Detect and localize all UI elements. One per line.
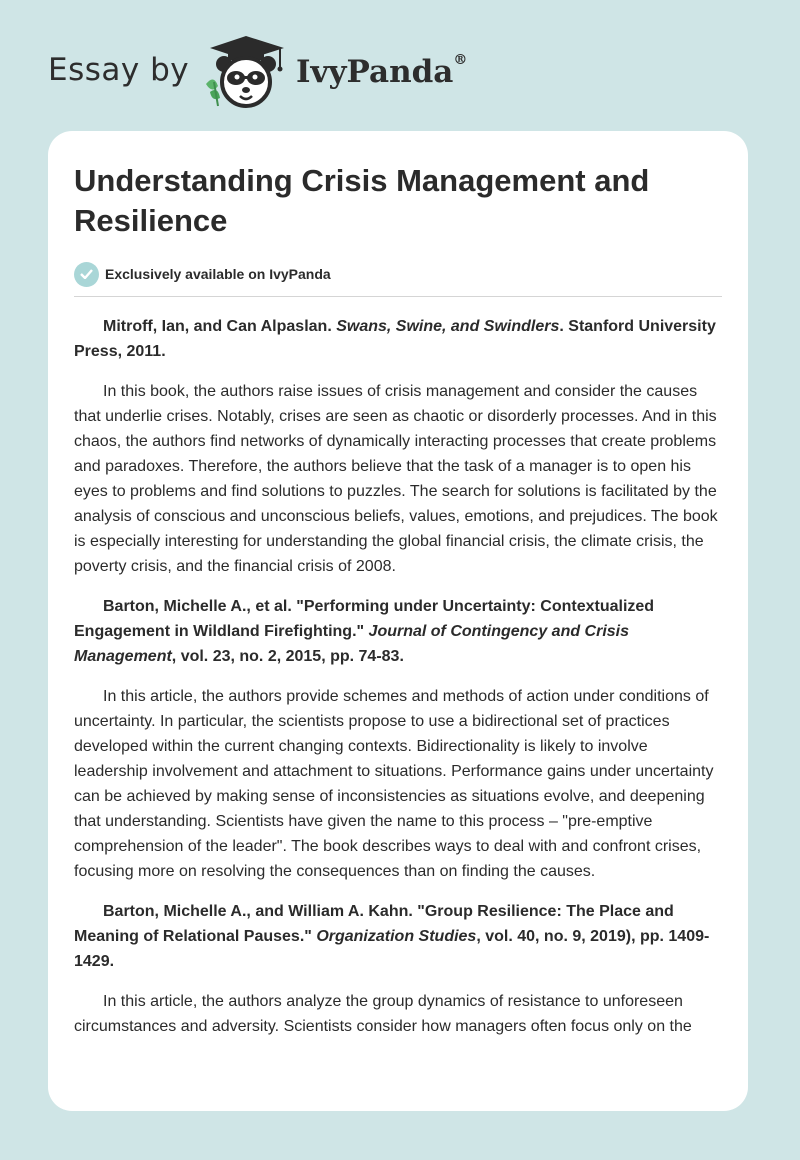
citation-2: Barton, Michelle A., et al. "Performing under Uncertainty: Contextualized Engagement in Wildland Firefighting." Journal of Contingency and Crisis Management, vol. 23, no. 2, 2015, pp. 74-83. (74, 598, 655, 665)
citation-1: Mitroff, Ian, and Can Alpaslan. Swans, Swine, and Swindlers. Stanford University Press, 2011. (74, 318, 716, 360)
essay-card (48, 131, 748, 1111)
check-circle-icon (74, 262, 99, 287)
title-divider (74, 296, 722, 297)
summary-2: In this article, the authors provide schemes and methods of action under conditions of uncertainty. In particular, the scientists propose to use a bidirectional set of practices developed within the current changing contexts. Bidirectionality is likely to involve leadership involvement and attachment to situations. Performance gains under uncertainty can be achieved by making sense of inconsistencies as situations evolve, and deepening that understanding. Scientists have given the name to this process – "pre-emptive comprehension of the leader". The book describes ways to deal with and confront crises, focusing more on resolving the consequences than on finding the causes. (74, 688, 714, 880)
exclusive-badge (74, 261, 722, 287)
citation-3: Barton, Michelle A., and William A. Kahn. "Group Resilience: The Place and Meaning of Relational Pauses." Organization Studies, vol. 40, no. 9, 2019), pp. 1409-1429. (74, 903, 710, 970)
exclusive-badge-label: Exclusively available on IvyPanda (105, 266, 331, 282)
brand-name[interactable]: IvyPanda® (296, 52, 468, 90)
summary-1: In this book, the authors raise issues of crisis management and consider the causes that underlie crises. Notably, crises are seen as chaotic or disorderly processes. And in this chaos, the authors find networks of dynamically interacting processes that create problems and paradoxes. Therefore, the authors believe that the task of a manager is to open his eyes to problems and find solutions to puzzles. The search for solutions is facilitated by the analysis of conscious and unconscious beliefs, values, emotions, and prejudices. The book is especially interesting for understanding the global financial crisis, the climate crisis, the poverty crisis, and the financial crisis of 2008. (74, 383, 718, 575)
essay-body (74, 314, 722, 1039)
panda-logo-icon[interactable] (200, 34, 292, 110)
essay-by-label: Essay by (48, 52, 190, 88)
site-header (0, 0, 800, 130)
summary-3: In this article, the authors analyze the group dynamics of resistance to unforeseen circumstances and adversity. Scientists consider how managers often focus only on the (74, 993, 692, 1035)
essay-title: Understanding Crisis Management and Resilience (74, 163, 650, 238)
